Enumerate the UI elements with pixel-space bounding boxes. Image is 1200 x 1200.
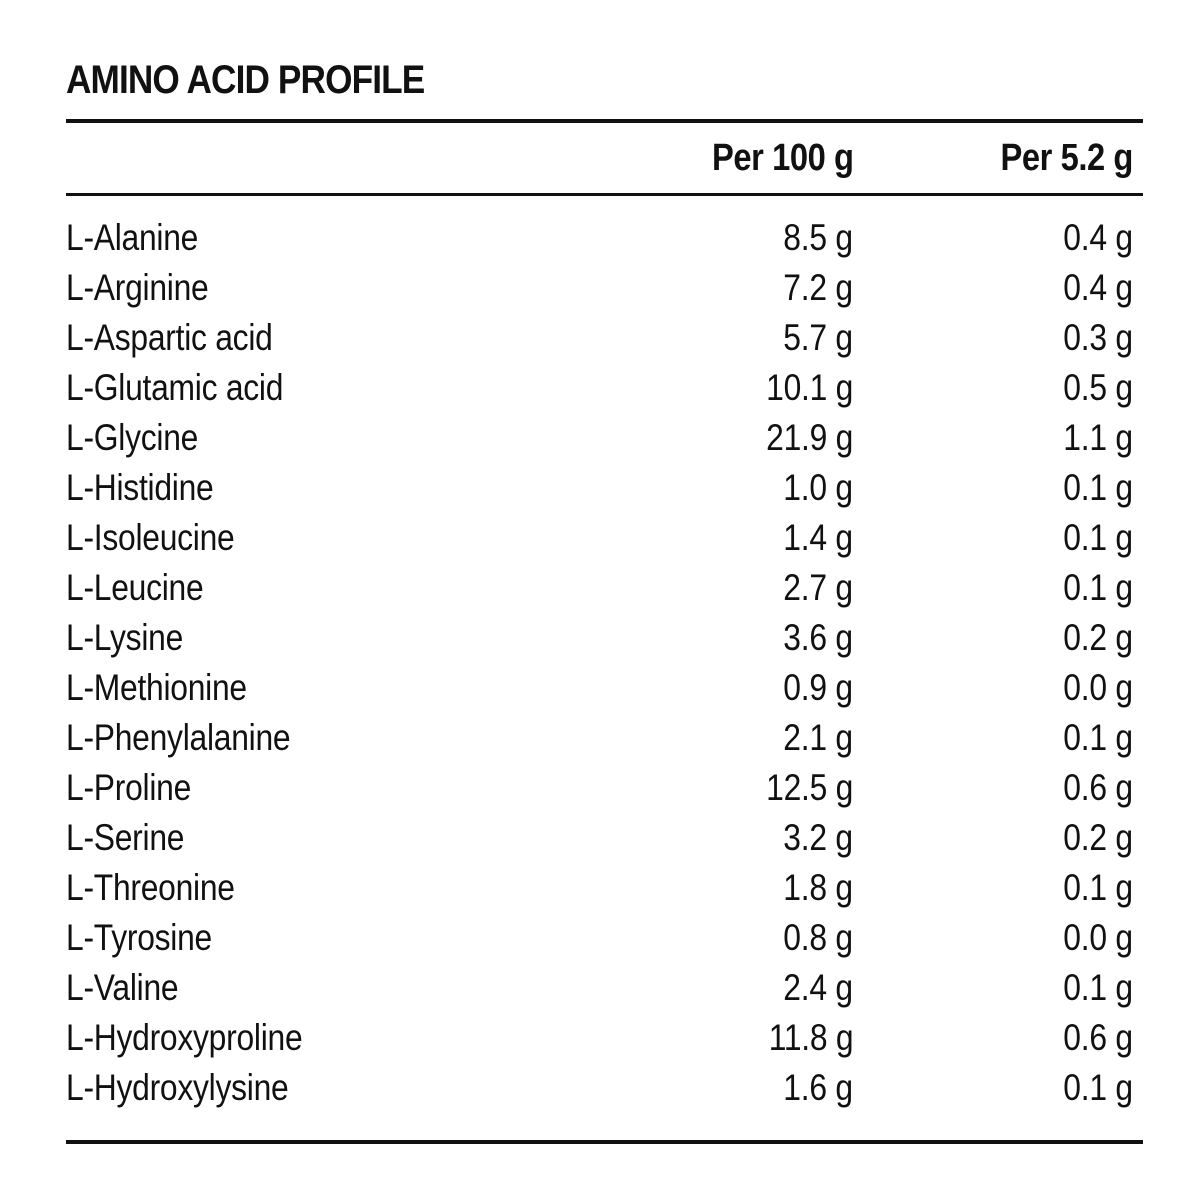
value-per-100g: 1.4 g	[783, 517, 853, 558]
value-per-100g: 10.1 g	[766, 367, 853, 408]
value-per-serving: 0.1 g	[1063, 467, 1133, 508]
amino-acid-name: L-Leucine	[66, 567, 204, 608]
amino-acid-name: L-Tyrosine	[66, 917, 212, 958]
table-row	[66, 564, 1143, 614]
table-row	[66, 964, 1143, 1014]
amino-acid-name: L-Aspartic acid	[66, 317, 273, 358]
amino-acid-name: L-Hydroxylysine	[66, 1067, 289, 1108]
column-header-per-serving: Per 5.2 g	[1000, 137, 1133, 179]
value-per-serving: 0.0 g	[1063, 667, 1133, 708]
value-per-serving: 0.1 g	[1063, 1067, 1133, 1108]
value-per-100g: 0.9 g	[783, 667, 853, 708]
table-row	[66, 464, 1143, 514]
value-per-serving: 0.2 g	[1063, 817, 1133, 858]
amino-acid-panel	[66, 0, 1143, 1200]
table-row	[66, 814, 1143, 864]
value-per-serving: 0.1 g	[1063, 967, 1133, 1008]
table-row	[66, 714, 1143, 764]
amino-acid-name: L-Glycine	[66, 417, 199, 458]
table-row	[66, 1014, 1143, 1064]
value-per-100g: 0.8 g	[783, 917, 853, 958]
top-rule	[66, 119, 1143, 123]
amino-acid-name: L-Lysine	[66, 617, 184, 658]
table-row	[66, 614, 1143, 664]
amino-acid-name: L-Threonine	[66, 867, 235, 908]
amino-acid-name: L-Phenylalanine	[66, 717, 291, 758]
amino-acid-name: L-Proline	[66, 767, 192, 808]
value-per-100g: 11.8 g	[768, 1017, 853, 1058]
value-per-serving: 0.1 g	[1063, 867, 1133, 908]
value-per-100g: 5.7 g	[783, 317, 853, 358]
bottom-rule	[66, 1140, 1143, 1144]
table-header	[66, 137, 1143, 181]
table-row	[66, 214, 1143, 264]
value-per-serving: 0.1 g	[1063, 517, 1133, 558]
table-row	[66, 864, 1143, 914]
value-per-serving: 1.1 g	[1063, 417, 1133, 458]
table-row	[66, 664, 1143, 714]
value-per-100g: 12.5 g	[766, 767, 853, 808]
value-per-100g: 21.9 g	[766, 417, 853, 458]
amino-acid-name: L-Alanine	[66, 217, 199, 258]
amino-acid-name: L-Serine	[66, 817, 185, 858]
value-per-serving: 0.0 g	[1063, 917, 1133, 958]
value-per-serving: 0.4 g	[1063, 217, 1133, 258]
table-row	[66, 514, 1143, 564]
value-per-100g: 7.2 g	[783, 267, 853, 308]
amino-acid-name: L-Isoleucine	[66, 517, 235, 558]
table-row	[66, 914, 1143, 964]
header-rule	[66, 193, 1143, 196]
panel-title: AMINO ACID PROFILE	[66, 58, 425, 102]
amino-acid-name: L-Histidine	[66, 467, 214, 508]
amino-acid-name: L-Hydroxyproline	[66, 1017, 303, 1058]
value-per-serving: 0.6 g	[1063, 767, 1133, 808]
table-row	[66, 364, 1143, 414]
value-per-serving: 0.2 g	[1063, 617, 1133, 658]
value-per-100g: 3.2 g	[783, 817, 853, 858]
column-header-per-100g: Per 100 g	[711, 137, 853, 179]
value-per-serving: 0.3 g	[1063, 317, 1133, 358]
value-per-100g: 1.0 g	[783, 467, 853, 508]
value-per-100g: 1.6 g	[783, 1067, 853, 1108]
value-per-100g: 2.1 g	[783, 717, 853, 758]
table-row	[66, 264, 1143, 314]
value-per-100g: 2.4 g	[783, 967, 853, 1008]
table-row	[66, 314, 1143, 364]
value-per-serving: 0.6 g	[1063, 1017, 1133, 1058]
amino-acid-name: L-Arginine	[66, 267, 209, 308]
table-row	[66, 764, 1143, 814]
value-per-100g: 1.8 g	[783, 867, 853, 908]
amino-acid-name: L-Glutamic acid	[66, 367, 284, 408]
table-body	[66, 214, 1143, 1114]
value-per-100g: 3.6 g	[783, 617, 853, 658]
amino-acid-name: L-Methionine	[66, 667, 247, 708]
table-row	[66, 1064, 1143, 1114]
table-row	[66, 414, 1143, 464]
value-per-100g: 2.7 g	[783, 567, 853, 608]
value-per-serving: 0.5 g	[1063, 367, 1133, 408]
value-per-100g: 8.5 g	[783, 217, 853, 258]
value-per-serving: 0.1 g	[1063, 717, 1133, 758]
value-per-serving: 0.4 g	[1063, 267, 1133, 308]
amino-acid-name: L-Valine	[66, 967, 179, 1008]
value-per-serving: 0.1 g	[1063, 567, 1133, 608]
